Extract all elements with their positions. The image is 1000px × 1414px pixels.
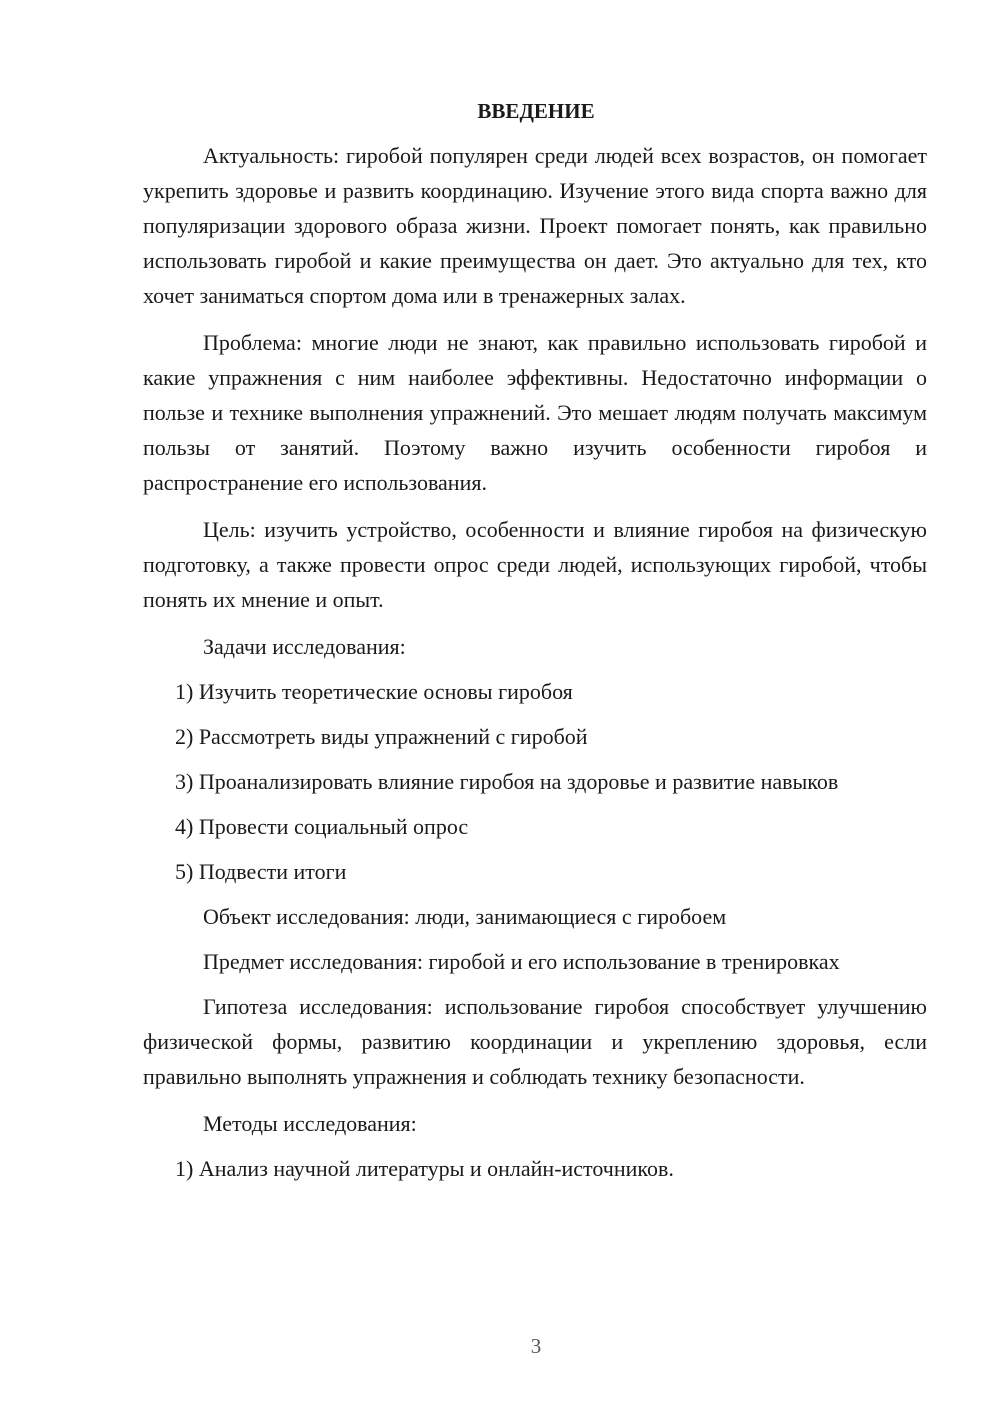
hypothesis-paragraph: Гипотеза исследования: использование гиробоя способствует улучшению физической формы, развитию координации и укреплению здоровья, если правильно выполнять упражнения и соблюдать технику безопасности. <box>143 994 927 1089</box>
subject-paragraph: Предмет исследования: гиробой и его использование в тренировках <box>203 949 840 974</box>
task-item-3: 3) Проанализировать влияние гиробоя на здоровье и развитие навыков <box>175 769 839 794</box>
page-number: 3 <box>530 1334 542 1358</box>
task-item-1: 1) Изучить теоретические основы гиробоя <box>175 679 573 704</box>
task-item-5: 5) Подвести итоги <box>175 859 347 884</box>
document-page <box>143 94 927 1196</box>
relevance-paragraph: Актуальность: гиробой популярен среди людей всех возрастов, он помогает укрепить здоровье и развить координацию. Изучение этого вида спорта важно для популяризации здорового образа жизни. Проект помогает понять, как правильно использовать гиробой и какие преимущества он дает. Это актуально для тех, кто хочет заниматься спортом дома или в тренажерных залах. <box>143 143 927 308</box>
task-item-2: 2) Рассмотреть виды упражнений с гиробой <box>175 724 588 749</box>
object-paragraph: Объект исследования: люди, занимающиеся с гиробоем <box>203 904 727 929</box>
methods-heading: Методы исследования: <box>203 1111 417 1136</box>
task-item-4: 4) Провести социальный опрос <box>175 814 469 839</box>
problem-paragraph: Проблема: многие люди не знают, как правильно использовать гиробой и какие упражнения с ним наиболее эффективны. Недостаточно информации о пользе и технике выполнения упражнений. Это мешает людям получать максимум пользы от занятий. Поэтому важно изучить особенности гиробоя и распространение его использования. <box>143 330 927 495</box>
tasks-heading: Задачи исследования: <box>203 634 406 659</box>
page-title: ВВЕДЕНИЕ <box>477 99 595 123</box>
method-item-1: 1) Анализ научной литературы и онлайн-источников. <box>175 1156 674 1181</box>
goal-paragraph: Цель: изучить устройство, особенности и влияние гиробоя на физическую подготовку, а также провести опрос среди людей, использующих гиробой, чтобы понять их мнение и опыт. <box>143 517 927 612</box>
